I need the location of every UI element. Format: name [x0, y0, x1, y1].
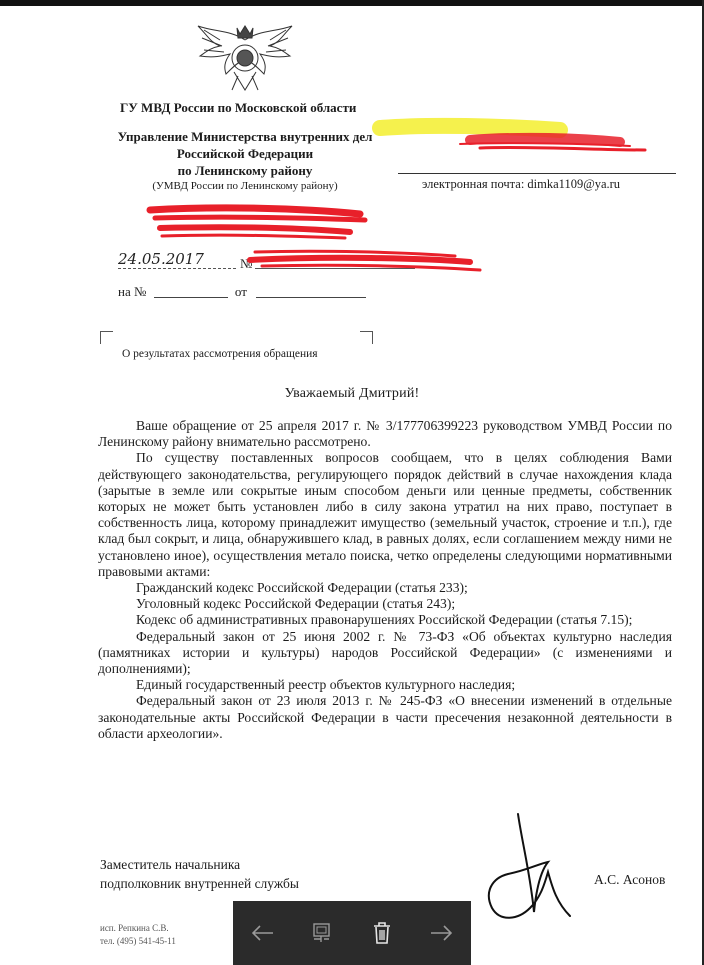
executor-phone: тел. (495) 541-45-11	[100, 936, 176, 946]
previous-button[interactable]	[245, 915, 281, 951]
department-abbreviation: (УМВД России по Ленинскому району)	[152, 180, 338, 192]
organization-name: ГУ МВД России по Московской области	[120, 100, 357, 115]
date-underline	[118, 268, 236, 269]
ot-underline	[256, 297, 366, 298]
subject-bracket-left	[100, 331, 113, 344]
slideshow-icon	[311, 923, 333, 943]
number-sign: №	[240, 256, 253, 271]
signatory-position-line-1: Заместитель начальника	[100, 857, 241, 872]
law-list-item: Кодекс об административных правонарушениях Российской Федерации (статья 7.15);	[136, 612, 633, 628]
signatory-position-line-2: подполковник внутренней службы	[100, 876, 299, 891]
recipient-email: электронная почта: dimka1109@ya.ru	[422, 177, 621, 191]
next-button[interactable]	[423, 915, 459, 951]
law-list-item: Гражданский кодекс Российской Федерации (статья 233);	[136, 580, 468, 596]
law-list-item: Федеральный закон от 25 июня 2002 г. № 73-ФЗ «Об объектах культурно наследия (памятниках истории и культуры) народов Российской Федерации» (с изменениями и дополнениями);	[98, 628, 672, 677]
window-top-edge	[0, 0, 704, 6]
na-label: на №	[118, 284, 147, 299]
outgoing-date: 24.05.2017	[118, 250, 204, 268]
ot-label: от	[234, 284, 247, 299]
na-underline	[154, 297, 228, 298]
department-line-3: по Ленинскому району	[177, 163, 313, 178]
greeting: Уважаемый Дмитрий!	[284, 386, 420, 401]
letter-body	[98, 418, 672, 742]
red-scribble-address	[150, 208, 365, 238]
address-line	[398, 173, 676, 174]
law-list-item: Уголовный кодекс Российской Федерации (статья 243);	[136, 596, 456, 612]
arrow-right-icon	[430, 925, 452, 941]
arrow-left-icon	[252, 925, 274, 941]
handwritten-signature	[478, 812, 588, 927]
slideshow-button[interactable]	[304, 915, 340, 951]
department-line-1: Управление Министерства внутренних дел	[117, 129, 373, 144]
department-name	[100, 128, 390, 179]
viewer-toolbar	[233, 901, 471, 965]
department-line-2: Российской Федерации	[176, 146, 314, 161]
trash-icon	[373, 922, 391, 944]
law-list-item: Федеральный закон от 23 июля 2013 г. № 245-ФЗ «О внесении изменений в отдельные законодательные акты Российской Федерации в части пресечения незаконной деятельности в области археологии».	[98, 693, 672, 741]
signatory-name: А.С. Асонов	[594, 872, 666, 887]
signatory-position	[100, 855, 299, 893]
letter-subject: О результатах рассмотрения обращения	[122, 348, 318, 360]
body-paragraph: Ваше обращение от 25 апреля 2017 г. № 3/177706399223 руководством УМВД России по Ленинскому району внимательно рассмотрено.	[98, 418, 672, 450]
body-paragraph: По существу поставленных вопросов сообщаем, что в целях соблюдения Вами действующего законодательства, регулирующего порядок действий в случае нахождения клада (зарытые в земле или сокрытые иным способом деньги или ценные предметы, собственник которых не может быть установлен либо в силу закона утратил на них право, поступает в собственность лица, которому принадлежит имущество (земельный участок, строение и т.п.), где клад был сокрыт, и лица, обнаружившего клад, в равных долях, если соглашением между ними не установлено иное), осуществления метало поиска, четко определены следующими нормативными правовыми актами:	[98, 450, 672, 579]
number-underline	[255, 268, 415, 269]
executor-info	[100, 922, 176, 948]
red-scribble-email	[460, 138, 645, 150]
law-list-item: Единый государственный реестр объектов культурного наследия;	[136, 677, 516, 693]
subject-bracket-right	[360, 331, 373, 344]
mvd-emblem-icon	[190, 10, 300, 100]
delete-button[interactable]	[364, 915, 400, 951]
yellow-highlight	[380, 126, 560, 130]
executor-name: исп. Репкина С.В.	[100, 923, 169, 933]
